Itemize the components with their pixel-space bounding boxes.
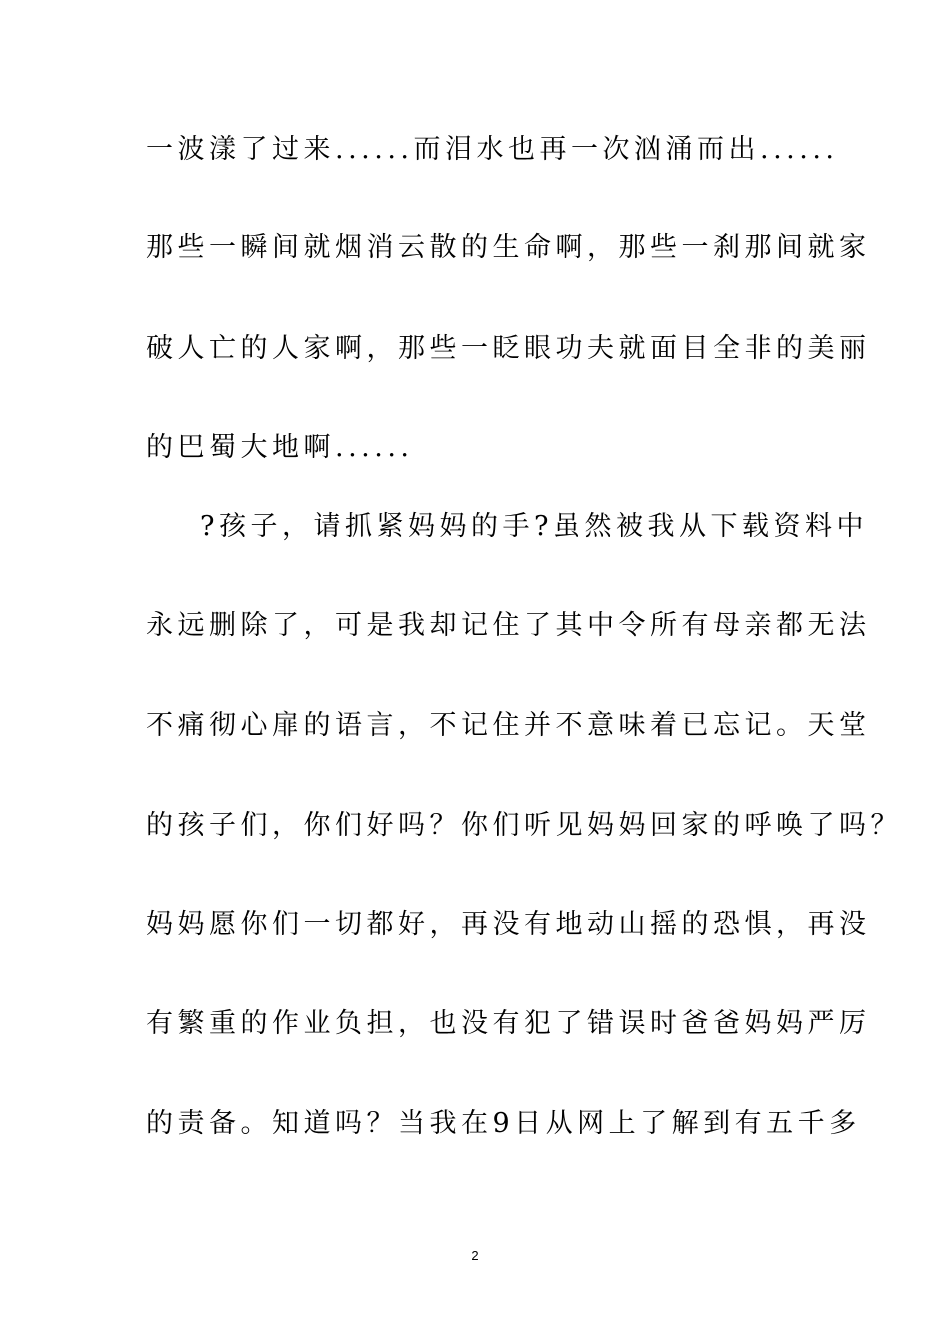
body-text-line-8: 的孩子们，你们好吗？你们听见妈妈回家的呼唤了吗？ [146,810,902,841]
body-text-line-3: 破人亡的人家啊，那些一眨眼功夫就面目全非的美丽 [146,333,871,364]
body-text-line-10: 有繁重的作业负担，也没有犯了错误时爸爸妈妈严厉 [146,1008,871,1039]
body-text-line-5-indented: ?孩子，请抓紧妈妈的手?虽然被我从下载资料中 [200,511,868,542]
body-text-line-11: 的责备。知道吗？当我在9日从网上了解到有五千多 [146,1108,861,1139]
body-text-line-9: 妈妈愿你们一切都好，再没有地动山摇的恐惧，再没 [146,909,871,940]
body-text-line-6: 永远删除了，可是我却记住了其中令所有母亲都无法 [146,610,871,641]
body-text-line-2: 那些一瞬间就烟消云散的生命啊，那些一刹那间就家 [146,232,871,263]
body-text-line-1: 一波漾了过来......而泪水也再一次汹涌而出...... [146,134,839,165]
page-number: 2 [471,1248,479,1263]
body-text-line-4: 的巴蜀大地啊...... [146,432,414,463]
body-text-line-7: 不痛彻心扉的语言，不记住并不意味着已忘记。天堂 [146,710,871,741]
